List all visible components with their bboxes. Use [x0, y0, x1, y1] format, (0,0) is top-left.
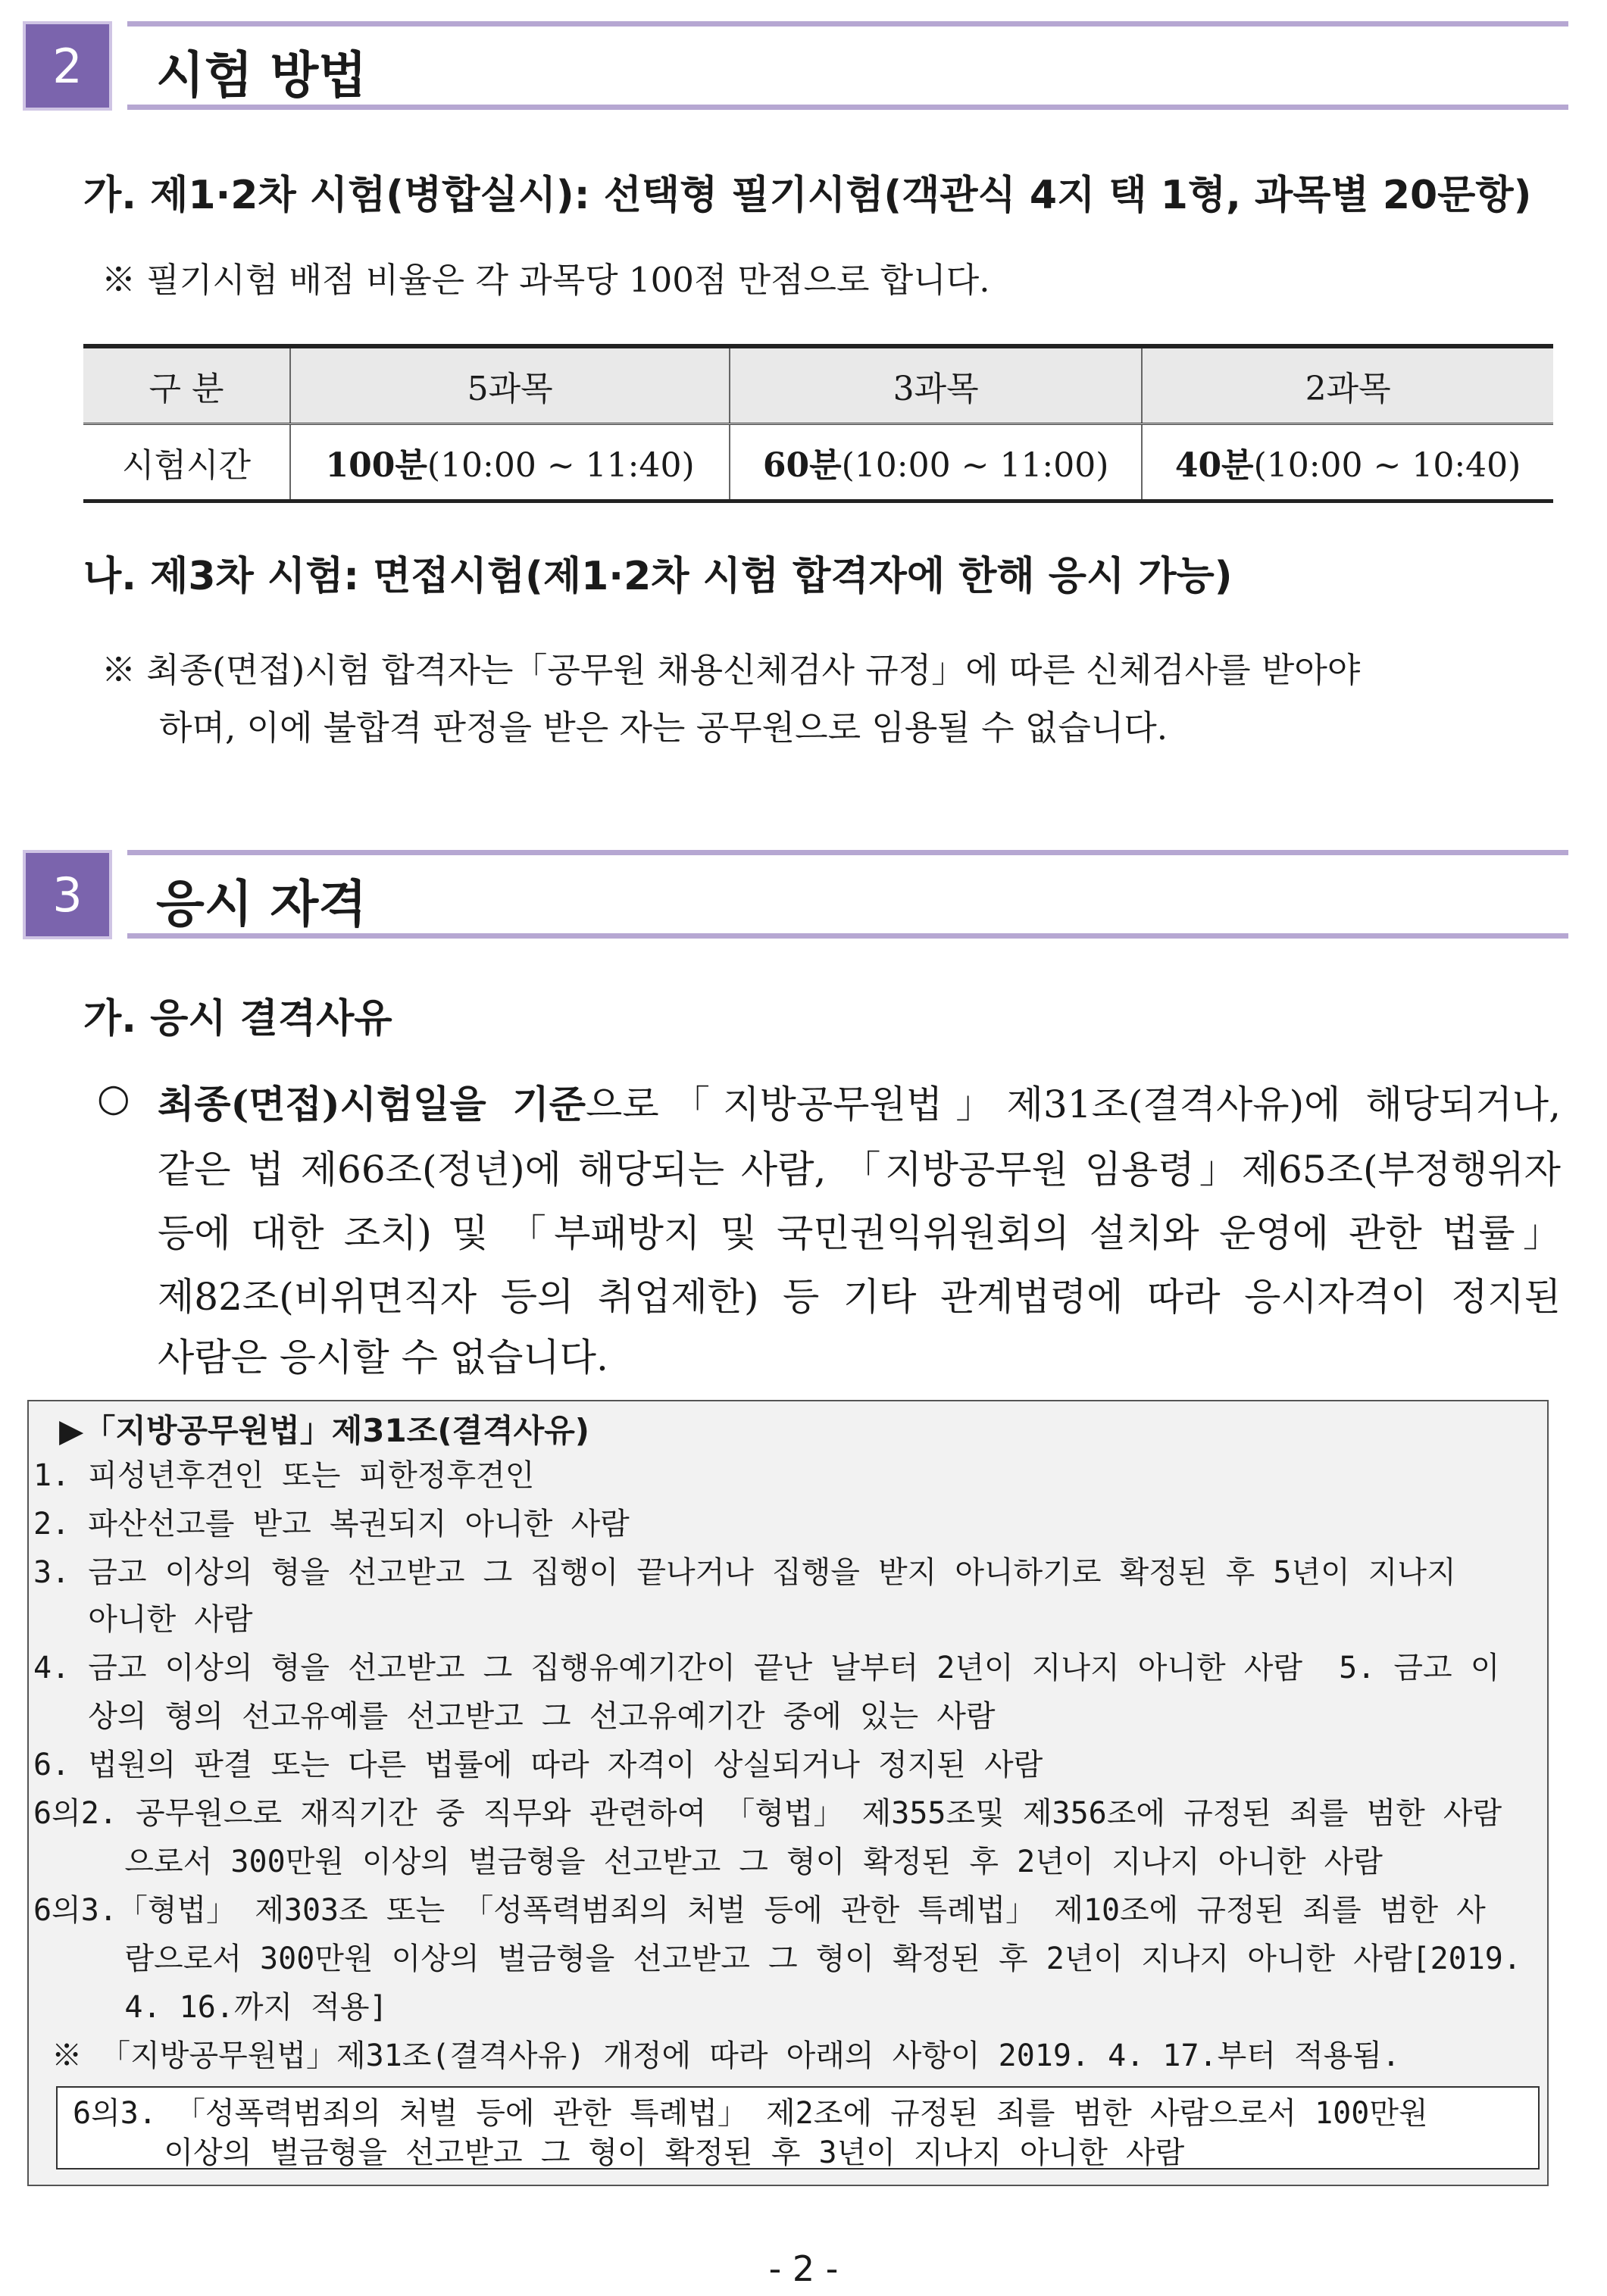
amendment-line2: 이상의 벌금형을 선고받고 그 형이 확정된 후 3년이 지나지 아니한 사람 [73, 2135, 1185, 2170]
page-number: - 2 - [768, 2248, 839, 2289]
amendment-box [56, 2086, 1540, 2169]
disqualification-box [27, 1400, 1549, 2186]
box-line: 1. 피성년후견인 또는 피한정후견인 [33, 1458, 535, 1493]
table-row [83, 424, 1553, 501]
box-line: 으로서 300만원 이상의 벌금형을 선고받고 그 형이 확정된 후 2년이 지나지 아니한 사람 [33, 1845, 1383, 1879]
section-number-badge: 3 [23, 850, 112, 939]
paragraph-text: 으로「지방공무원법」제31조(결격사유)에 해당되거나, [586, 1082, 1561, 1126]
box-line: 상의 형의 선고유예를 선고받고 그 선고유예기간 중에 있는 사람 [33, 1699, 996, 1734]
exam-method-subheading-b: 나. 제3차 시험: 면접시험(제1·2차 시험 합격자에 한해 응시 가능) [83, 554, 1233, 599]
section-rule-top [127, 21, 1568, 27]
eligibility-subheading-a: 가. 응시 결격사유 [83, 996, 392, 1042]
eligibility-paragraph-line3: 등에 대한 조치) 및 「부패방지 및 국민권익위원회의 설치와 운영에 관한 법률」 [158, 1211, 1561, 1255]
section-rule-bottom [127, 933, 1568, 939]
section-title: 시험 방법 [156, 46, 367, 105]
eligibility-paragraph-line4: 제82조(비위면직자 등의 취업제한) 등 기타 관계법령에 따라 응시자격이 정지된 [158, 1275, 1561, 1319]
box-line: 6의2. 공무원으로 재직기간 중 직무와 관련하여 「형법」 제355조및 제356조에 규정된 죄를 범한 사람 [33, 1796, 1502, 1831]
table-header-cell: 3과목 [730, 346, 1142, 424]
table-header-cell: 5과목 [290, 346, 730, 424]
section-2-header [23, 20, 1568, 114]
eligibility-paragraph-line2: 같은 법 제66조(정년)에 해당되는 사람, 「지방공무원 임용령」제65조(부정행위자 [158, 1148, 1561, 1192]
section-title: 응시 자격 [156, 875, 367, 933]
emphasis-text: 최종(면접)시험일을 기준 [158, 1082, 586, 1126]
box-line: 3. 금고 이상의 형을 선고받고 그 집행이 끝나거나 집행을 받지 아니하기로 확정된 후 5년이 지나지 [33, 1555, 1456, 1590]
box-line: ※ 「지방공무원법」제31조(결격사유) 개정에 따라 아래의 사항이 2019. 4. 17.부터 적용됨. [33, 2038, 1400, 2073]
box-title: ▶「지방공무원법」제31조(결격사유) [59, 1412, 590, 1449]
table-cell [1142, 424, 1553, 501]
bullet-circle: ○ [97, 1076, 130, 1120]
eligibility-paragraph-line1 [158, 1074, 1561, 1129]
table-header-cell: 2과목 [1142, 346, 1553, 424]
time-range: (10:00 ~ 10:40) [1253, 446, 1521, 485]
box-line: 6의3.「형법」 제303조 또는 「성폭력범죄의 처벌 등에 관한 특례법」 제10조에 규정된 죄를 범한 사 [33, 1893, 1486, 1928]
medical-check-note-line1: ※ 최종(면접)시험 합격자는「공무원 채용신체검사 규정」에 따른 신체검사를 받아야 [102, 650, 1361, 690]
time-range: (10:00 ~ 11:00) [841, 446, 1109, 485]
duration: 60분 [762, 446, 842, 485]
exam-time-table [83, 344, 1553, 503]
section-rule-top [127, 850, 1568, 855]
amendment-line1: 6의3. 「성폭력범죄의 처벌 등에 관한 특례법」 제2조에 규정된 죄를 범한 사람으로서 100만원 [73, 2096, 1428, 2131]
table-header-cell: 구 분 [83, 346, 290, 424]
score-note: ※ 필기시험 배점 비율은 각 과목당 100점 만점으로 합니다. [102, 260, 990, 300]
box-line: 4. 금고 이상의 형을 선고받고 그 집행유예기간이 끝난 날부터 2년이 지나지 아니한 사람 5. 금고 이 [33, 1651, 1500, 1685]
time-range: (10:00 ~ 11:40) [427, 446, 695, 485]
section-rule-bottom [127, 105, 1568, 110]
row-label: 시험시간 [83, 424, 290, 501]
section-number-badge: 2 [23, 21, 112, 111]
exam-method-subheading-a: 가. 제1·2차 시험(병합실시): 선택형 필기시험(객관식 4지 택 1형, 과목별 20문항) [83, 173, 1532, 218]
medical-check-note-line2: 하며, 이에 불합격 판정을 받은 자는 공무원으로 임용될 수 없습니다. [159, 708, 1168, 748]
duration: 100분 [325, 446, 427, 485]
table-header-row [83, 346, 1553, 424]
box-line: 람으로서 300만원 이상의 벌금형을 선고받고 그 형이 확정된 후 2년이 지나지 아니한 사람[2019. [33, 1941, 1521, 1976]
table-cell [290, 424, 730, 501]
box-line: 6. 법원의 판결 또는 다른 법률에 따라 자격이 상실되거나 정지된 사람 [33, 1748, 1043, 1782]
eligibility-paragraph-line5: 사람은 응시할 수 없습니다. [158, 1335, 608, 1379]
section-3-header [23, 848, 1568, 942]
table-cell [730, 424, 1142, 501]
box-line: 2. 파산선고를 받고 복권되지 아니한 사람 [33, 1507, 630, 1542]
box-line: 4. 16.까지 적용] [33, 1990, 388, 2025]
box-line: 아니한 사람 [33, 1602, 253, 1637]
duration: 40분 [1174, 446, 1254, 485]
